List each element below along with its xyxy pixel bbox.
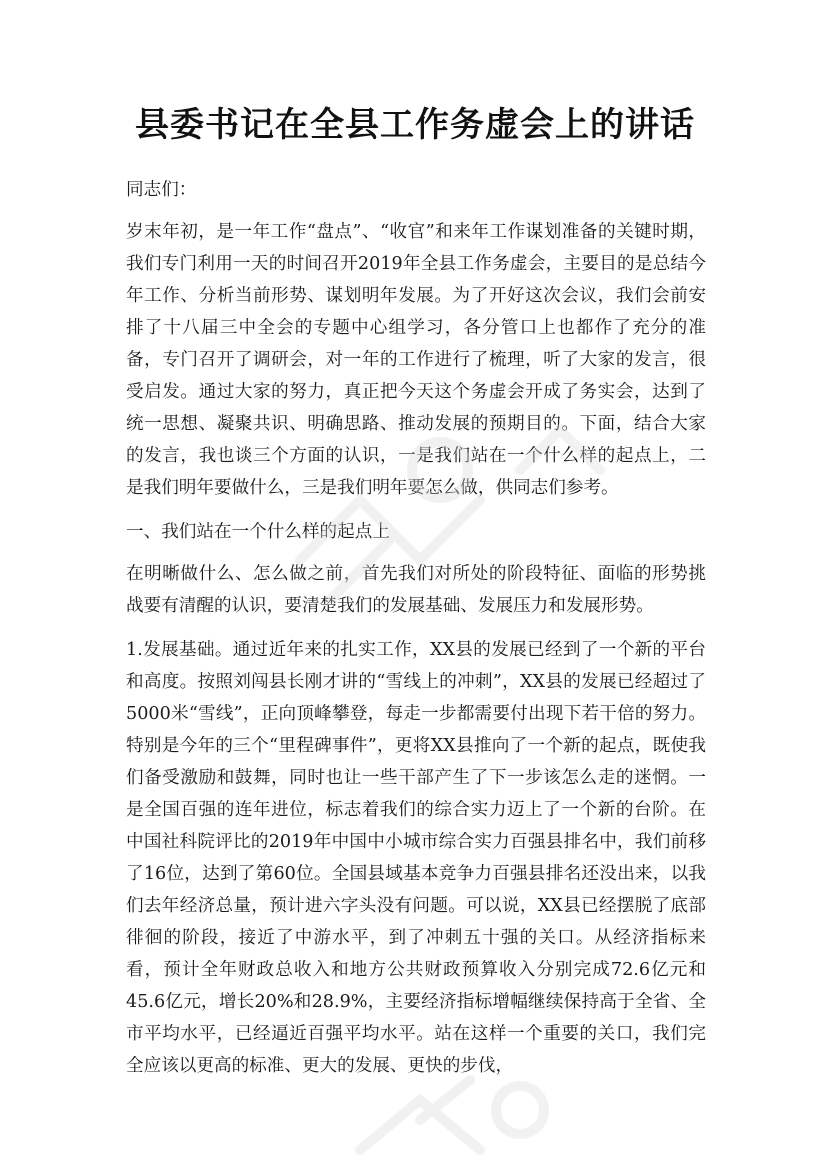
section-heading: 一、我们站在一个什么样的起点上 [126, 522, 390, 542]
intro-paragraph: 岁末年初，是一年工作“盘点”、“收官”和来年工作谋划准备的关键时期，我们专门利用一天的时间召开2019年全县工作务虚会，主要目的是总结今年工作、分析当前形势、谋划明年发展。为了开好这次会议，我们会前安排了十八届三中全会的专题中心组学习，各分管口上也都作了充分的准备，专门召开了调研会，对一年的工作进行了梳理，听了大家的发言，很受启发。通过大家的努力，真正把今天这个务虚会开成了务实会，达到了统一思想、凝聚共识、明确思路、推动发展的预期目的。下面，结合大家的发言，我也谈三个方面的认识，一是我们站在一个什么样的起点上，二是我们明年要做什么，三是我们明年要怎么做，供同志们参考。 [126, 222, 706, 498]
section-paragraph: 在明晰做什么、怎么做之前，首先我们对所处的阶段特征、面临的形势挑战要有清醒的认识，要清楚我们的发展基础、发展压力和发展形势。 [126, 564, 706, 616]
section-paragraph: 1.发展基础。通过近年来的扎实工作，XX县的发展已经到了一个新的平台和高度。按照刘闯县长刚才讲的“雪线上的冲刺”，XX县的发展已经超过了5000米“雪线”，正向顶峰攀登，每走一步都需要付出现下若干倍的努力。特别是今年的三个“里程碑事件”，更将XX县推向了一个新的起点，既使我们备受激励和鼓舞，同时也让一些干部产生了下一步该怎么走的迷惘。一是全国百强的连年进位，标志着我们的综合实力迈上了一个新的台阶。在中国社科院评比的2019年中国中小城市综合实力百强县排名中，我们前移了16位，达到了第60位。全国县域基本竞争力百强县排名还没出来，以我们去年经济总量，预计进六字头没有问题。可以说，XX县已经摆脱了底部徘徊的阶段，接近了中游水平，到了冲刺五十强的关口。从经济指标来看，预计全年财政总收入和地方公共财政预算收入分别完成72.6亿元和45.6亿元，增长20%和28.9%，主要经济指标增幅继续保持高于全省、全市平均水平，已经逼近百强平均水平。站在这样一个重要的关口，我们完全应该以更高的标准、更大的发展、更快的步伐， [126, 640, 706, 1076]
salutation: 同志们： [126, 180, 197, 200]
document-title: 县委书记在全县工作务虚会上的讲话 [135, 105, 695, 145]
document-body [126, 174, 706, 1094]
